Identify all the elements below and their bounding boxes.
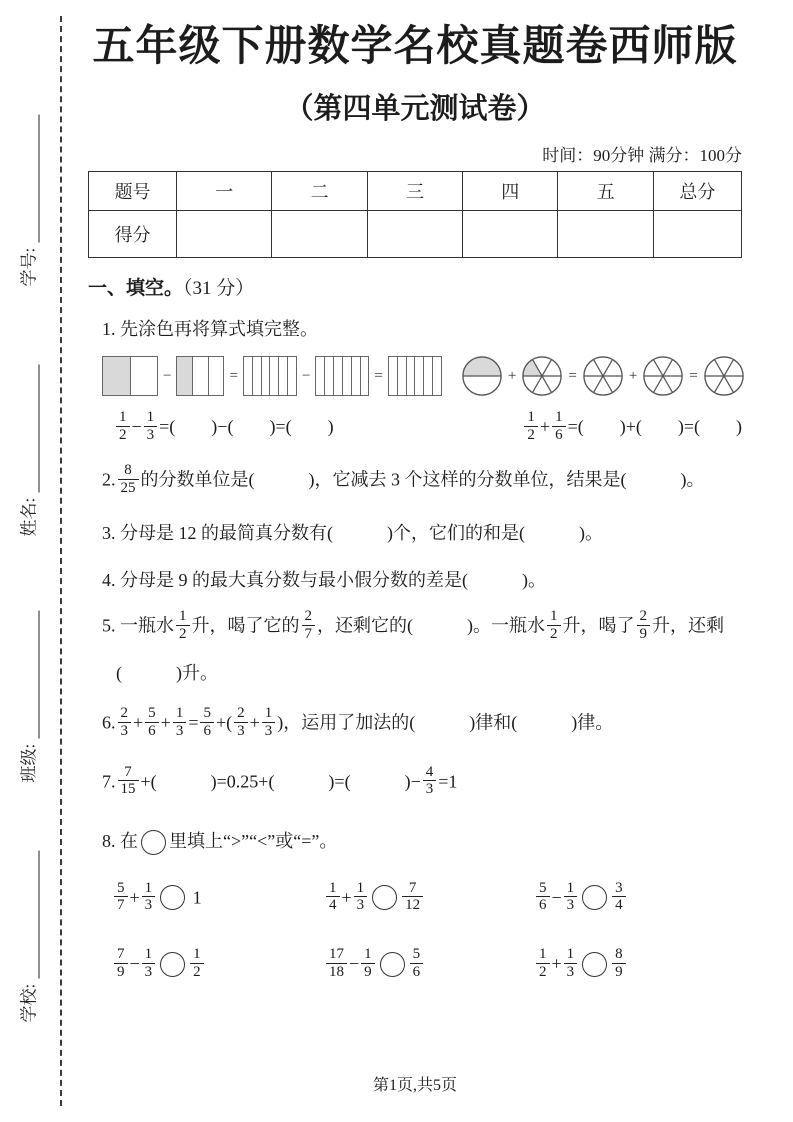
empty-cell	[351, 357, 360, 395]
fraction: $\frac{1}{3}$	[144, 409, 158, 444]
paper-subtitle: （第四单元测试卷）	[284, 93, 546, 126]
question-6: 6. $\frac{2}{3}$ + $\frac{5}{6}$ + $\frac{1}{3}$ = $\frac{5}{6}$ +( $\frac{2}{3}$ + $\frac{1}{3}$ )，运用了加法的( )律和( )律。	[102, 704, 614, 739]
score-cell	[272, 211, 367, 258]
school-label: 学校:	[19, 983, 39, 1023]
score-table-header: 二	[272, 172, 367, 211]
empty-cell	[360, 357, 369, 395]
section-1-title: 一、填空。	[88, 278, 184, 300]
rect-fraction-diagram	[243, 356, 297, 396]
score-table-header: 总分	[653, 172, 741, 211]
circle-fraction-diagram	[703, 355, 745, 397]
score-cell	[463, 211, 558, 258]
score-table-header: 题号	[89, 172, 177, 211]
empty-cell	[406, 357, 415, 395]
operator-symbol: +	[507, 367, 517, 384]
circle-fraction-diagram	[461, 355, 503, 397]
score-cell	[367, 211, 462, 258]
comparison-circle	[380, 952, 405, 977]
fraction: $\frac{5}{6}$	[536, 880, 550, 915]
fraction: $\frac{1}{3}$	[564, 880, 578, 915]
fraction: $\frac{5}{6}$	[410, 946, 424, 981]
rect-fraction-diagram	[102, 356, 158, 396]
operator-symbol: =	[229, 367, 238, 384]
operator-symbol: =	[568, 367, 577, 384]
fraction: $\frac{5}{6}$	[145, 705, 159, 740]
score-table-header: 四	[463, 172, 558, 211]
comparison-item: $\frac{1}{4}$ + $\frac{1}{3}$ $\frac{7}{12}$	[324, 882, 534, 917]
fraction: $\frac{1}{2}$	[547, 608, 561, 643]
question-1-text: 1. 先涂色再将算式填完整。	[102, 319, 318, 340]
circle-fraction-diagram	[521, 355, 563, 397]
comparison-item: $\frac{7}{9}$ − $\frac{1}{3}$ $\frac{1}{2}$	[112, 948, 324, 983]
paper-title: 五年级下册数学名校真题卷西师版	[92, 24, 738, 70]
comparison-circle	[141, 830, 166, 855]
fraction: $\frac{1}{3}$	[173, 705, 187, 740]
score-row-label: 得分	[89, 211, 177, 258]
question-5-continuation: ( )升。	[116, 662, 218, 683]
empty-cell	[316, 357, 324, 395]
name-label: 姓名:	[19, 497, 39, 537]
fraction: $\frac{1}{2}$	[190, 946, 204, 981]
score-cell	[653, 211, 741, 258]
circle-fraction-diagram	[642, 355, 684, 397]
empty-cell	[208, 357, 224, 395]
fraction: $\frac{7}{9}$	[114, 946, 128, 981]
section-1-score: （31 分）	[183, 278, 255, 300]
circle-fraction-diagram	[582, 355, 624, 397]
question-2: 2. $\frac{8}{25}$ 的分数单位是( )，它减去 3 个这样的分数单位，结果是( )。	[102, 461, 705, 496]
fraction: $\frac{1}{3}$	[354, 880, 368, 915]
question-7: 7. $\frac{7}{15}$ +( )=0.25+( )=( )− $\frac{4}{3}$ =1	[102, 763, 458, 798]
shaded-cell	[177, 357, 192, 395]
empty-cell	[252, 357, 261, 395]
fraction: $\frac{1}{9}$	[361, 946, 375, 981]
empty-cell	[287, 357, 296, 395]
comparison-circle	[160, 885, 185, 910]
fraction: $\frac{1}{2}$	[176, 608, 190, 643]
empty-cell	[342, 357, 351, 395]
comparison-circle	[372, 885, 397, 910]
fraction: $\frac{3}{4}$	[612, 880, 626, 915]
comparison-circle	[160, 952, 185, 977]
empty-cell	[423, 357, 432, 395]
empty-cell	[261, 357, 270, 395]
paper-content	[88, 0, 742, 983]
comparison-circle	[582, 952, 607, 977]
rect-diagram-group	[102, 356, 442, 396]
comparison-item: $\frac{17}{18}$ − $\frac{1}{9}$ $\frac{5}{6}$	[324, 948, 534, 983]
operator-symbol: +	[628, 367, 638, 384]
score-table-header: 三	[367, 172, 462, 211]
fraction: $\frac{8}{25}$	[118, 462, 139, 497]
fraction: $\frac{5}{7}$	[114, 880, 128, 915]
fraction: $\frac{4}{3}$	[423, 764, 437, 799]
empty-cell	[414, 357, 423, 395]
fraction: $\frac{2}{9}$	[637, 608, 651, 643]
comparison-item: $\frac{1}{2}$ + $\frac{1}{3}$ $\frac{8}{9}$	[534, 948, 742, 983]
score-table-header: 一	[177, 172, 272, 211]
fraction: $\frac{1}{6}$	[552, 409, 566, 444]
fraction: $\frac{8}{9}$	[612, 946, 626, 981]
operator-symbol: =	[374, 367, 383, 384]
class-blank	[21, 611, 40, 739]
rect-fraction-diagram	[315, 356, 369, 396]
fraction: $\frac{2}{3}$	[118, 705, 132, 740]
fraction: $\frac{1}{3}$	[142, 880, 156, 915]
empty-cell	[192, 357, 208, 395]
score-table	[88, 171, 742, 258]
fraction: $\frac{2}{3}$	[234, 705, 248, 740]
time-score-info: 时间：90分钟 满分：100分	[542, 146, 742, 166]
fraction: $\frac{1}{2}$	[116, 409, 130, 444]
rect-fraction-diagram	[388, 356, 442, 396]
comparison-item: $\frac{5}{6}$ − $\frac{1}{3}$ $\frac{3}{4}$	[534, 882, 742, 917]
page-number: 第1页,共5页	[372, 1077, 457, 1094]
comparison-circle	[582, 885, 607, 910]
score-cell	[177, 211, 272, 258]
question-8-intro: 8. 在 里填上“>”“<”或“=”。	[88, 828, 742, 855]
question-4: 4. 分母是 9 的最大真分数与最小假分数的差是( )。	[102, 570, 546, 591]
fraction: $\frac{17}{18}$	[326, 946, 347, 981]
empty-cell	[324, 357, 333, 395]
class-label: 班级:	[19, 743, 39, 783]
score-table-header: 五	[558, 172, 653, 211]
question-8-grid	[88, 879, 742, 983]
student-id-label: 学号:	[19, 247, 39, 287]
fraction: $\frac{1}{2}$	[524, 409, 538, 444]
fraction: $\frac{1}{4}$	[326, 880, 340, 915]
fraction: $\frac{2}{7}$	[302, 608, 316, 643]
fraction: $\frac{5}{6}$	[200, 705, 214, 740]
empty-cell	[244, 357, 252, 395]
question-3: 3. 分母是 12 的最简真分数有( )个，它们的和是( )。	[102, 523, 603, 544]
empty-cell	[397, 357, 406, 395]
empty-cell	[389, 357, 397, 395]
comparison-item: $\frac{5}{7}$ + $\frac{1}{3}$ 1	[112, 882, 324, 917]
fraction: $\frac{1}{3}$	[262, 705, 276, 740]
fraction: $\frac{7}{15}$	[118, 764, 139, 799]
shaded-cell	[103, 357, 130, 395]
question-1-diagrams	[88, 355, 742, 397]
score-cell	[558, 211, 653, 258]
empty-cell	[130, 357, 158, 395]
empty-cell	[333, 357, 342, 395]
seal-dashed-line	[60, 16, 62, 1106]
equation-right: $\frac{1}{2}$ + $\frac{1}{6}$ =( )+( )=( )	[522, 411, 742, 446]
empty-cell	[432, 357, 441, 395]
question-5: 5. 一瓶水 $\frac{1}{2}$ 升，喝了它的 $\frac{2}{7}$ ，还剩它的( )。一瓶水 $\frac{1}{2}$ 升，喝了 $\frac{2}{9}$ 升，还剩	[102, 608, 724, 643]
fraction: $\frac{7}{12}$	[402, 880, 423, 915]
fraction: $\frac{1}{2}$	[536, 946, 550, 981]
school-blank	[21, 851, 40, 979]
name-blank	[21, 365, 40, 493]
operator-symbol: −	[163, 367, 172, 384]
fraction: $\frac{1}{3}$	[564, 946, 578, 981]
operator-symbol: =	[689, 367, 698, 384]
circle-diagram-group	[461, 355, 745, 397]
question-1-equations	[88, 411, 742, 446]
fraction: $\frac{1}{3}$	[142, 946, 156, 981]
student-id-blank	[21, 115, 40, 243]
operator-symbol: −	[301, 367, 311, 384]
equation-left: $\frac{1}{2}$ − $\frac{1}{3}$ =( )−( )=( )	[114, 411, 334, 446]
empty-cell	[278, 357, 287, 395]
empty-cell	[269, 357, 278, 395]
section-1-heading	[88, 273, 742, 300]
rect-fraction-diagram	[176, 356, 224, 396]
